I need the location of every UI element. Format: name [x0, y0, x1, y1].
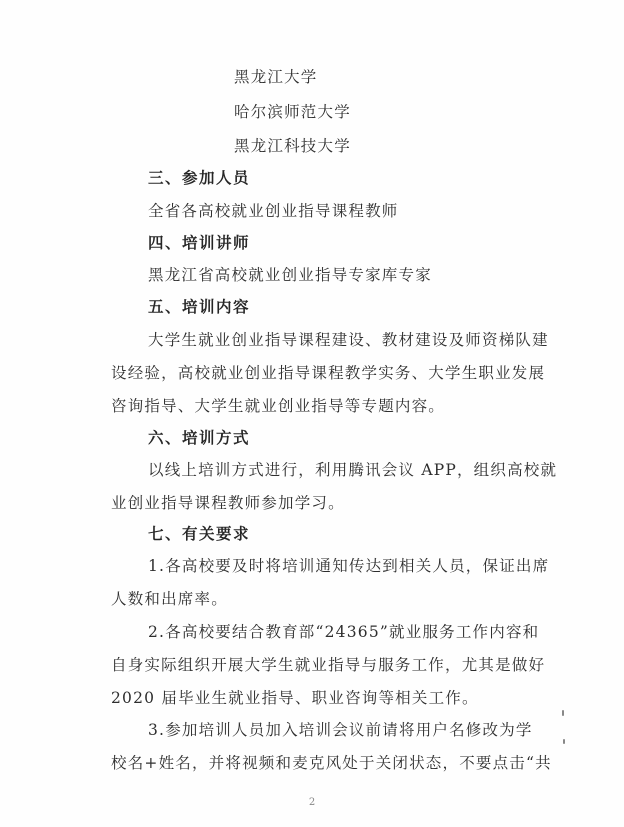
section-heading-participants: 三、参加人员 [148, 169, 251, 187]
section-heading-content: 五、培训内容 [148, 298, 251, 316]
section-paragraph-line: 2020 届毕业生就业指导、职业咨询等相关工作。 [111, 689, 479, 707]
university-item: 黑龙江科技大学 [234, 137, 351, 155]
section-paragraph-line: 以线上培训方式进行，利用腾讯会议 APP，组织高校就 [148, 461, 558, 479]
scan-speck [563, 739, 565, 744]
section-heading-method: 六、培训方式 [148, 429, 251, 447]
section-paragraph-line: 大学生就业创业指导课程建设、教材建设及师资梯队建 [148, 331, 549, 349]
section-paragraph-line: 1.各高校要及时将培训通知传达到相关人员，保证出席 [148, 557, 550, 575]
section-paragraph-line: 全省各高校就业创业指导课程教师 [148, 202, 399, 220]
section-paragraph-line: 自身实际组织开展大学生就业指导与服务工作，尤其是做好 [111, 656, 546, 674]
section-paragraph-line: 咨询指导、大学生就业创业指导等专题内容。 [111, 397, 446, 415]
page-number: 2 [308, 797, 316, 808]
section-paragraph-line: 业创业指导课程教师参加学习。 [111, 494, 345, 512]
section-paragraph-line: 黑龙江省高校就业创业指导专家库专家 [148, 266, 432, 284]
section-paragraph-line: 人数和出席率。 [111, 590, 228, 608]
section-paragraph-line: 3.参加培训人员加入培训会议前请将用户名修改为学 [148, 721, 533, 739]
section-paragraph-line: 2.各高校要结合教育部“24365”就业服务工作内容和 [148, 623, 540, 641]
section-paragraph-line: 校名+姓名，并将视频和麦克风处于关闭状态，不要点击“共 [111, 754, 552, 772]
scan-speck [562, 710, 564, 716]
section-heading-lecturers: 四、培训讲师 [148, 234, 251, 252]
university-item: 哈尔滨师范大学 [234, 103, 351, 121]
university-item: 黑龙江大学 [234, 68, 318, 86]
section-heading-requirements: 七、有关要求 [148, 525, 251, 543]
section-paragraph-line: 设经验，高校就业创业指导课程教学实务、大学生职业发展 [111, 364, 546, 382]
